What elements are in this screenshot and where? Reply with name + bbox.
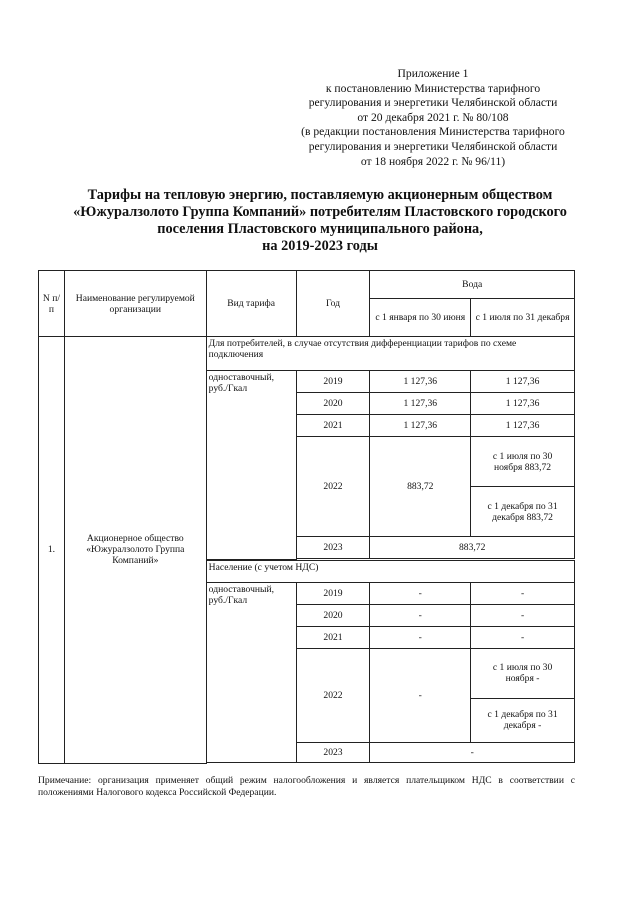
section1-2022-sub2: с 1 декабря по 31 декабря 883,72 <box>471 487 575 537</box>
section2-2022-sub1: с 1 июля по 30 ноября - <box>471 648 575 698</box>
appendix-header <box>268 67 598 169</box>
section1-tariff-type: одноставочный, руб./Гкал <box>206 371 296 560</box>
appendix-line: (в редакции постановления Министерства тарифного <box>301 125 565 139</box>
section1-value-p2: 1 127,36 <box>471 371 575 393</box>
section2-value-p1: - <box>370 604 471 626</box>
section1-2022-p1: 883,72 <box>370 437 471 537</box>
section1-2023-value: 883,72 <box>370 537 575 559</box>
section1-year: 2021 <box>296 415 370 437</box>
appendix-line: от 18 ноября 2022 г. № 96/11) <box>360 154 506 168</box>
section2-label: Население (с учетом НДС) <box>206 560 574 582</box>
section1-year-2023: 2023 <box>296 537 370 559</box>
header-year: Год <box>296 271 370 337</box>
section1-label: Для потребителей, в случае отсутствия дифференциации тарифов по схеме подключения <box>206 337 574 371</box>
title-line: на 2019-2023 годы <box>262 238 378 254</box>
tariff-table <box>38 270 575 764</box>
appendix-line: от 20 декабря 2021 г. № 80/108 <box>357 110 509 124</box>
header-org: Наименование регулируемой организации <box>64 271 206 337</box>
organization-name: Акционерное общество «Южуралзолото Группа Компаний» <box>64 337 206 764</box>
section2-tariff-type: одноставочный, руб./Гкал <box>206 582 296 763</box>
header-period1: с 1 января по 30 июня <box>370 299 471 337</box>
header-tariff-type: Вид тарифа <box>206 271 296 337</box>
section2-2023-value: - <box>370 742 575 762</box>
section2-value-p2: - <box>471 582 575 604</box>
section2-year-2023: 2023 <box>296 742 370 762</box>
section1-2022-sub1: с 1 июля по 30 ноября 883,72 <box>471 437 575 487</box>
title-line: «Южуралзолото Группа Компаний» потребителям Пластовского городского <box>73 204 567 220</box>
appendix-line: регулирования и энергетики Челябинской области <box>308 139 558 153</box>
appendix-line: Приложение 1 <box>397 67 469 80</box>
row-number: 1. <box>39 337 65 764</box>
header-water: Вода <box>370 271 575 299</box>
section1-value-p1: 1 127,36 <box>370 415 471 437</box>
appendix-line: регулирования и энергетики Челябинской области <box>308 96 558 110</box>
section1-year: 2019 <box>296 371 370 393</box>
section1-value-p1: 1 127,36 <box>370 393 471 415</box>
section2-year: 2021 <box>296 626 370 648</box>
section1-value-p2: 1 127,36 <box>471 393 575 415</box>
section2-value-p2: - <box>471 626 575 648</box>
section2-value-p2: - <box>471 604 575 626</box>
section2-year: 2019 <box>296 582 370 604</box>
section2-2022-sub2: с 1 декабря по 31 декабря - <box>471 698 575 742</box>
header-period2: с 1 июля по 31 декабря <box>471 299 575 337</box>
header-num: N п/п <box>39 271 65 337</box>
section1-year: 2020 <box>296 393 370 415</box>
section1-value-p2: 1 127,36 <box>471 415 575 437</box>
section2-year-2022: 2022 <box>296 648 370 742</box>
section2-year: 2020 <box>296 604 370 626</box>
title-line: поселения Пластовского муниципального района, <box>157 221 483 237</box>
title-line: Тарифы на тепловую энергию, поставляемую акционерным обществом <box>87 187 553 203</box>
section2-value-p1: - <box>370 582 471 604</box>
section2-value-p1: - <box>370 626 471 648</box>
footnote: Примечание: организация применяет общий режим налогообложения и является плательщиком НДС в соответствии с положениями Налогового кодекса Российской Федерации. <box>38 775 575 798</box>
section1-year-2022: 2022 <box>296 437 370 537</box>
section2-2022-p1: - <box>370 648 471 742</box>
appendix-line: к постановлению Министерства тарифного <box>325 81 541 95</box>
section1-value-p1: 1 127,36 <box>370 371 471 393</box>
document-title <box>40 187 600 255</box>
